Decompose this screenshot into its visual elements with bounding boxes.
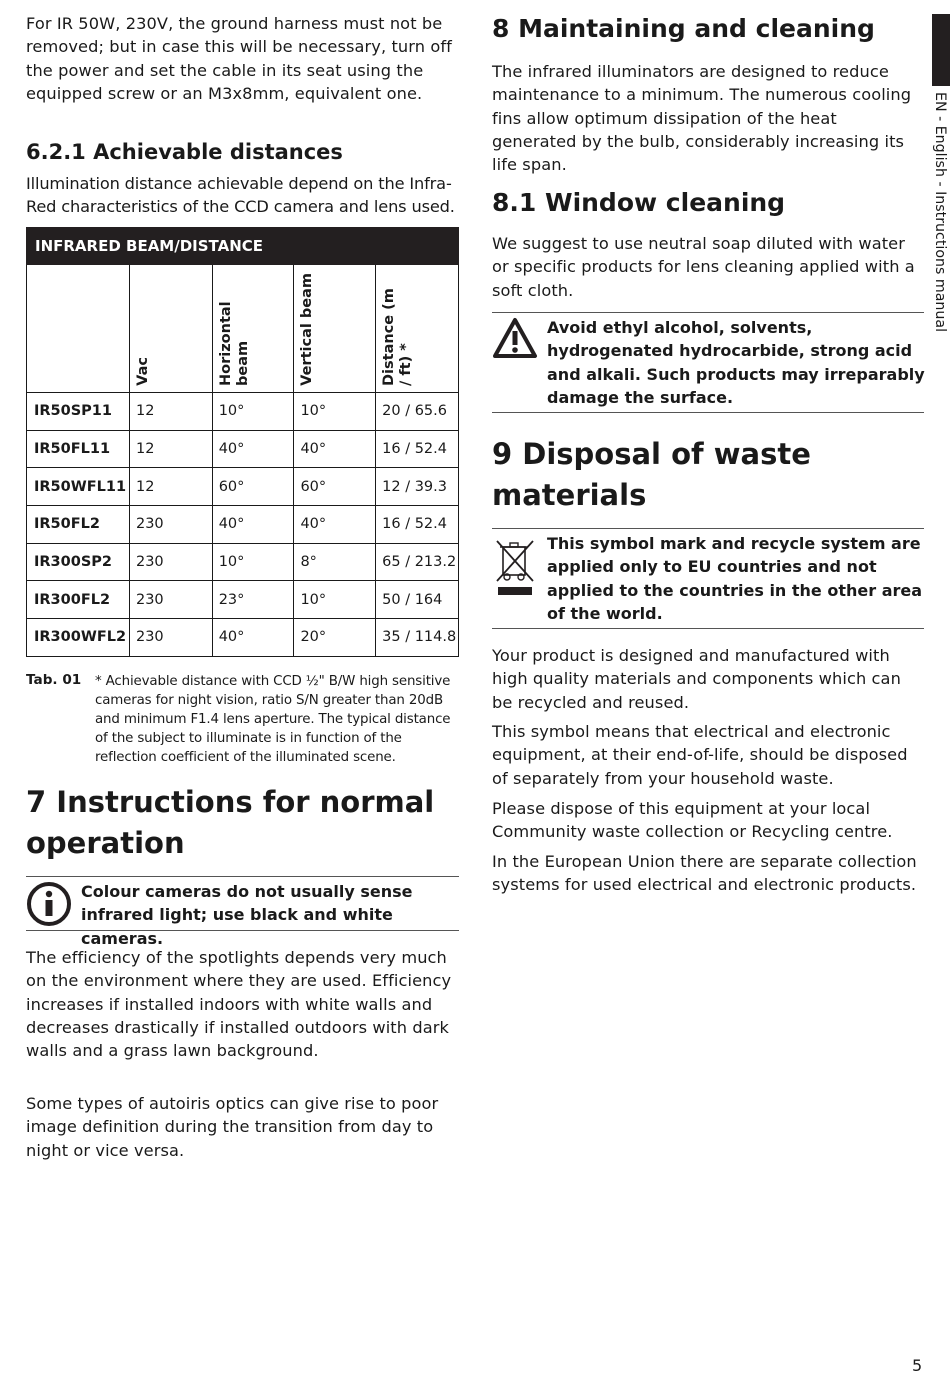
info-note-text: Colour cameras do not usually sense infrared light; use black and white cameras. — [81, 882, 413, 948]
table-cell: 12 — [129, 393, 212, 431]
section-8-text: The infrared illuminators are designed to reduce maintenance to a minimum. The numerous cooling fins allow optimum dissipation of the heat generated by the bulb, considerably increasing its life span. — [492, 62, 912, 175]
table-cell: 35 / 114.8 — [376, 619, 459, 657]
table-cell: 10° — [212, 543, 294, 581]
table-body — [27, 393, 459, 657]
table-cell: 230 — [129, 506, 212, 544]
table-row — [27, 468, 459, 506]
intro-paragraph: For IR 50W, 230V, the ground harness must not be removed; but in case this will be necessary, turn off the power and set the cable in its seat using the equipped screw or an M3x8mm, equivalent one. — [26, 14, 452, 103]
table-cell: 40° — [212, 506, 294, 544]
disposal-paragraph-3: Please dispose of this equipment at your local Community waste collection or Recycling centre. — [492, 799, 893, 842]
table-cell: 230 — [129, 619, 212, 657]
section-7-heading: 7 Instructions for normal operation — [26, 785, 435, 860]
efficiency-paragraph: The efficiency of the spotlights depends very much on the environment where they are used. Efficiency increases if installed indoors with white walls and decreases drastically if installed outdoors with dark walls and a grass lawn background. — [26, 948, 452, 1061]
language-tab-marker — [932, 14, 950, 86]
language-side-label: EN - English - Instructions manual — [932, 92, 948, 333]
table-cell-model: IR300WFL2 — [27, 619, 130, 657]
table-row — [27, 393, 459, 431]
table-cell: 230 — [129, 543, 212, 581]
table-title: INFRARED BEAM/DISTANCE — [27, 228, 459, 265]
table-header-vac: Vac — [129, 265, 212, 393]
table-cell: 40° — [294, 430, 376, 468]
table-cell: 12 — [129, 430, 212, 468]
table-row — [27, 430, 459, 468]
table-header-horizontal-beam: Horizontal beam — [212, 265, 294, 393]
section-621-heading: 6.2.1 Achievable distances — [26, 140, 343, 164]
table-cell-model: IR50WFL11 — [27, 468, 130, 506]
disposal-paragraph-1: Your product is designed and manufactured with high quality materials and components which can be recycled and reused. — [492, 646, 901, 712]
table-title-row — [27, 228, 459, 265]
table-header-vertical-beam: Vertical beam — [294, 265, 376, 393]
section-81-text: We suggest to use neutral soap diluted with water or specific products for lens cleaning applied with a soft cloth. — [492, 234, 915, 300]
table-cell: 10° — [212, 393, 294, 431]
infrared-distance-table — [26, 227, 459, 657]
table-row — [27, 543, 459, 581]
info-icon — [26, 881, 72, 927]
disposal-paragraph-4: In the European Union there are separate collection systems for used electrical and electronic products. — [492, 852, 917, 895]
warning-note-box — [492, 312, 924, 413]
weee-bin-icon — [494, 537, 536, 597]
table-cell: 50 / 164 — [376, 581, 459, 619]
table-cell: 16 / 52.4 — [376, 506, 459, 544]
table-cell-model: IR50FL11 — [27, 430, 130, 468]
table-cell: 12 — [129, 468, 212, 506]
table-cell: 20 / 65.6 — [376, 393, 459, 431]
table-cell: 65 / 213.2 — [376, 543, 459, 581]
table-cell: 60° — [294, 468, 376, 506]
autoiris-paragraph: Some types of autoiris optics can give rise to poor image definition during the transition from day to night or vice versa. — [26, 1094, 439, 1160]
warning-icon — [492, 317, 538, 359]
table-cell: 12 / 39.3 — [376, 468, 459, 506]
table-cell: 20° — [294, 619, 376, 657]
table-header-empty — [27, 265, 130, 393]
info-note-box — [26, 876, 459, 948]
section-8-heading: 8 Maintaining and cleaning — [492, 14, 875, 43]
table-cell-model: IR50SP11 — [27, 393, 130, 431]
table-cell: 8° — [294, 543, 376, 581]
table-cell-model: IR300FL2 — [27, 581, 130, 619]
disposal-paragraph-2: This symbol means that electrical and electronic equipment, at their end-of-life, should be disposed of separately from your household waste. — [492, 722, 908, 788]
table-cell: 10° — [294, 393, 376, 431]
weee-note-text: This symbol mark and recycle system are applied only to EU countries and not applied to the countries in the other area of the world. — [547, 534, 923, 623]
table-cell-model: IR50FL2 — [27, 506, 130, 544]
table-caption-text: * Achievable distance with CCD ½" B/W high sensitive cameras for night vision, ratio S/N greater than 20dB and minimum F1.4 lens aperture. The typical distance of the subject to illuminate is in function of the reflection coefficient of the illuminated scene. — [95, 674, 451, 765]
page-number: 5 — [912, 1356, 923, 1374]
table-cell: 10° — [294, 581, 376, 619]
weee-note-box — [492, 528, 924, 629]
table-header-row — [27, 265, 459, 393]
table-cell: 40° — [212, 430, 294, 468]
table-cell: 60° — [212, 468, 294, 506]
table-cell: 230 — [129, 581, 212, 619]
table-cell: 16 / 52.4 — [376, 430, 459, 468]
section-9-heading: 9 Disposal of waste materials — [492, 437, 811, 512]
table-header-distance: Distance (m / ft) * — [376, 265, 459, 393]
table-row — [27, 619, 459, 657]
table-row — [27, 581, 459, 619]
table-cell: 40° — [294, 506, 376, 544]
table-row — [27, 506, 459, 544]
table-caption-label: Tab. 01 — [26, 672, 82, 688]
section-81-heading: 8.1 Window cleaning — [492, 188, 786, 217]
warning-note-text: Avoid ethyl alcohol, solvents, hydrogenated hydrocarbide, strong acid and alkali. Such products may irreparably damage the surface. — [547, 318, 925, 407]
table-cell: 23° — [212, 581, 294, 619]
table-cell-model: IR300SP2 — [27, 543, 130, 581]
section-621-text: Illumination distance achievable depend on the Infra-Red characteristics of the CCD camera and lens used. — [26, 174, 455, 217]
table-cell: 40° — [212, 619, 294, 657]
